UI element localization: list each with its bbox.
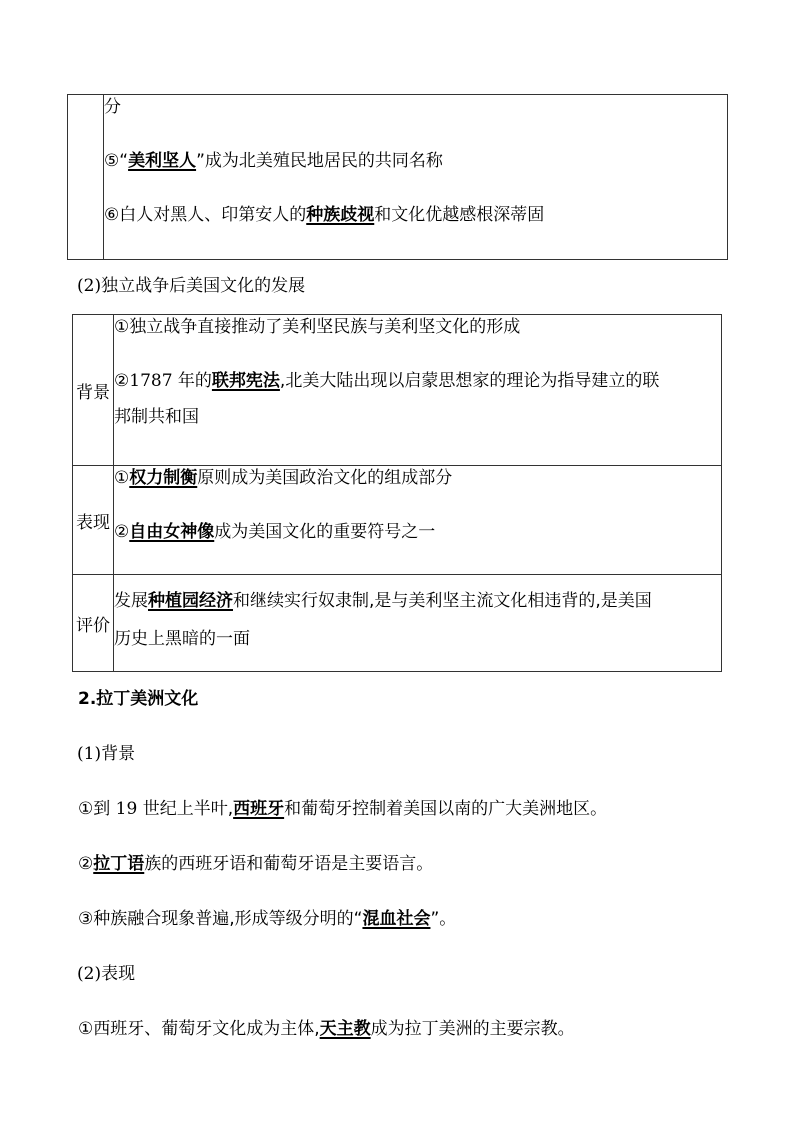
- text-line: ②1787 年的联邦宪法,北美大陆出现以启蒙思想家的理论为指导建立的联: [114, 371, 660, 391]
- keyword: 联邦宪法: [211, 371, 280, 391]
- keyword: 西班牙: [233, 799, 285, 819]
- keyword: 拉丁语: [93, 854, 145, 874]
- row-header-evaluation: 评价: [73, 575, 114, 672]
- paragraph: ②拉丁语族的西班牙语和葡萄牙语是主要语言。: [78, 854, 434, 874]
- text-line: 历史上黑暗的一面: [114, 629, 250, 649]
- paragraph: ①西班牙、葡萄牙文化成为主体,天主教成为拉丁美洲的主要宗教。: [78, 1019, 575, 1039]
- keyword: 种植园经济: [148, 591, 233, 611]
- keyword: 权力制衡: [129, 468, 198, 488]
- text-line: ②自由女神像成为美国文化的重要符号之一: [114, 522, 436, 542]
- row-content-cell: [114, 466, 722, 575]
- subsection-heading: (2)表现: [77, 964, 136, 984]
- subsection-heading: (1)背景: [77, 744, 136, 764]
- text-line: ①权力制衡原则成为美国政治文化的组成部分: [114, 468, 453, 488]
- row-header-performance: 表现: [73, 466, 114, 575]
- text-line: 邦制共和国: [114, 407, 199, 427]
- text-line: ①独立战争直接推动了美利坚民族与美利坚文化的形成: [114, 317, 521, 337]
- keyword: 天主教: [319, 1019, 371, 1039]
- row-content-cell: [114, 315, 722, 466]
- paragraph: ③种族融合现象普遍,形成等级分明的“混血社会”。: [78, 909, 457, 929]
- post-independence-culture-table: [72, 314, 722, 672]
- colonial-culture-table-continued: [67, 94, 728, 260]
- text-line: 发展种植园经济和继续实行奴隶制,是与美利坚主流文化相违背的,是美国: [114, 591, 652, 611]
- text-line: ⑥白人对黑人、印第安人的种族歧视和文化优越感根深蒂固: [104, 205, 545, 225]
- text-line: ⑤“美利坚人”成为北美殖民地居民的共同名称: [104, 151, 443, 171]
- table-row: [68, 95, 728, 260]
- keyword: 种族歧视: [306, 205, 375, 225]
- row-content-cell: [104, 95, 728, 260]
- table-row: [73, 575, 722, 672]
- keyword: 美利坚人: [128, 151, 197, 171]
- row-header-cell: [68, 95, 104, 260]
- keyword: 混血社会: [362, 909, 431, 929]
- row-content-cell: [114, 575, 722, 672]
- section-heading: (2)独立战争后美国文化的发展: [77, 276, 306, 296]
- row-header-background: 背景: [73, 315, 114, 466]
- table-row: [73, 466, 722, 575]
- section-heading: 2.拉丁美洲文化: [78, 689, 199, 709]
- text-line: 分: [104, 97, 121, 117]
- keyword: 自由女神像: [129, 522, 215, 542]
- table-row: [73, 315, 722, 466]
- paragraph: ①到 19 世纪上半叶,西班牙和葡萄牙控制着美国以南的广大美洲地区。: [78, 799, 608, 819]
